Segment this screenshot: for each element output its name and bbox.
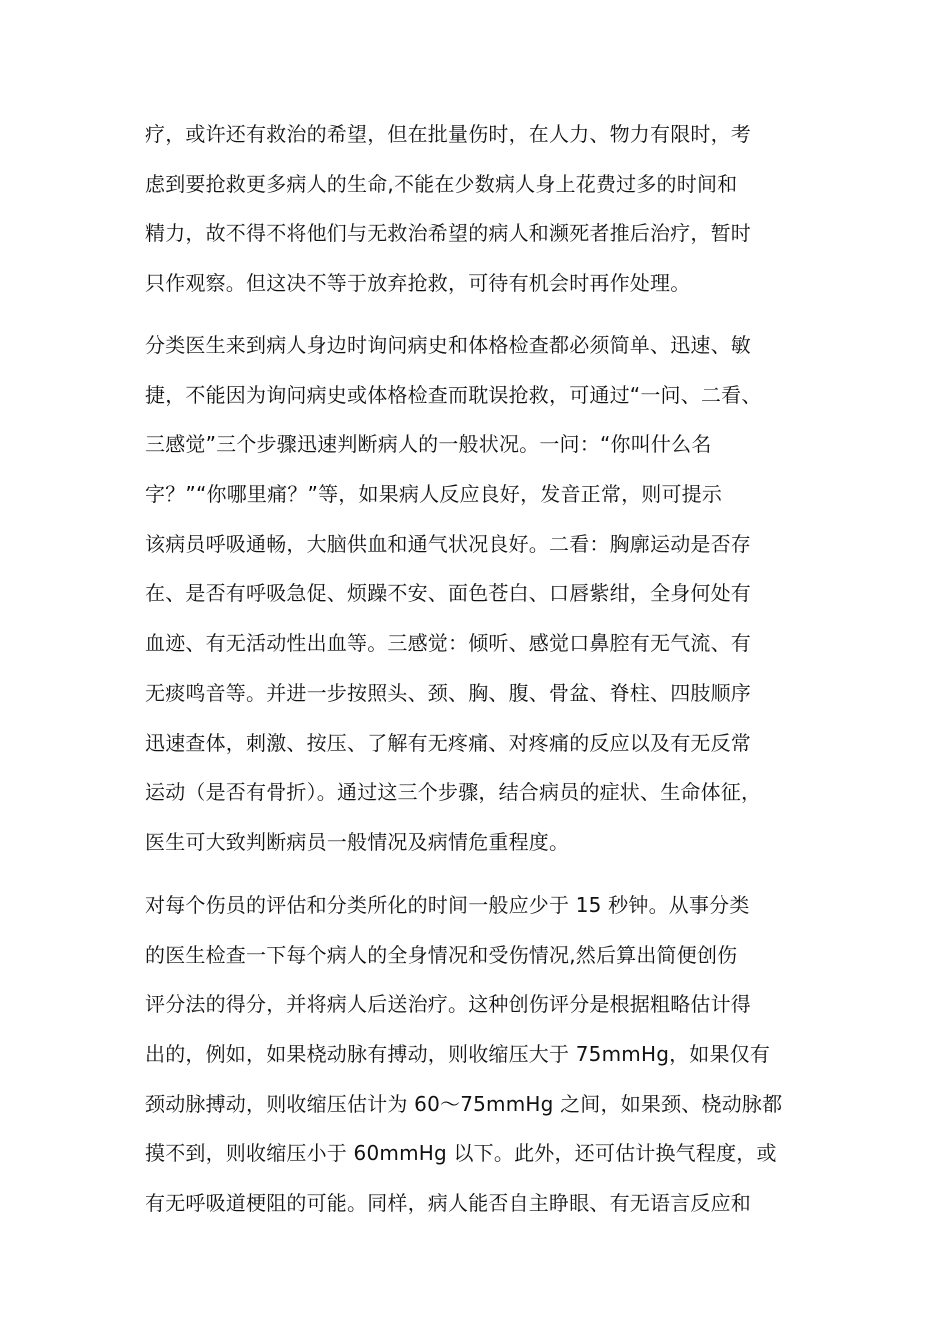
text-line: 虑到要抢救更多病人的生命,不能在少数病人身上花费过多的时间和 [145,171,738,196]
text-line: 颈动脉搏动，则收缩压估计为 60～75mmHg 之间，如果颈、桡动脉都 [145,1091,783,1116]
text-line: 分类医生来到病人身边时询问病史和体格检查都必须简单、迅速、敏 [145,333,751,357]
text-line: 在、是否有呼吸急促、烦躁不安、面色苍白、口唇紫绀，全身何处有 [145,581,751,606]
text-line: 只作观察。但这决不等于放弃抢救，可待有机会时再作处理。 [145,271,691,296]
paragraph-2 [145,321,810,868]
text-line: 该病员呼吸通畅，大脑供血和通气状况良好。二看：胸廓运动是否存 [145,531,751,556]
paragraph-1 [145,110,810,309]
text-line: 运动（是否有骨折）。通过这三个步骤，结合病员的症状、生命体征， [145,780,762,805]
text-line: 对每个伤员的评估和分类所化的时间一般应少于 15 秒钟。从事分类 [145,893,750,917]
text-line: 捷，不能因为询问病史或体格检查而耽误抢救，可通过“一问、二看、 [145,382,762,407]
text-line: 的医生检查一下每个病人的全身情况和受伤情况,然后算出简便创伤 [145,942,738,967]
text-line: 摸不到，则收缩压小于 60mmHg 以下。此外，还可估计换气程度，或 [145,1141,777,1166]
text-line: 无痰鸣音等。并进一步按照头、颈、胸、腹、骨盆、脊柱、四肢顺序 [145,680,751,705]
text-line: 疗，或许还有救治的希望，但在批量伤时，在人力、物力有限时，考 [145,122,751,146]
text-line: 血迹、有无活动性出血等。三感觉：倾听、感觉口鼻腔有无气流、有 [145,631,751,656]
text-line: 评分法的得分，并将病人后送治疗。这种创伤评分是根据粗略估计得 [145,992,751,1017]
text-line: 医生可大致判断病员一般情况及病情危重程度。 [145,829,570,854]
text-line: 字？”“你哪里痛？”等，如果病人反应良好，发音正常，则可提示 [145,482,723,507]
text-line: 精力，故不得不将他们与无救治希望的病人和濒死者推后治疗，暂时 [145,221,751,246]
paragraph-3 [145,881,810,1229]
text-line: 三感觉”三个步骤迅速判断病人的一般状况。一问：“你叫什么名 [145,432,712,457]
text-line: 出的，例如，如果桡动脉有搏动，则收缩压大于 75mmHg，如果仅有 [145,1042,771,1067]
text-line: 迅速查体，刺激、按压、了解有无疼痛、对疼痛的反应以及有无反常 [145,730,751,755]
text-line: 有无呼吸道梗阻的可能。同样，病人能否自主睁眼、有无语言反应和 [145,1191,751,1216]
